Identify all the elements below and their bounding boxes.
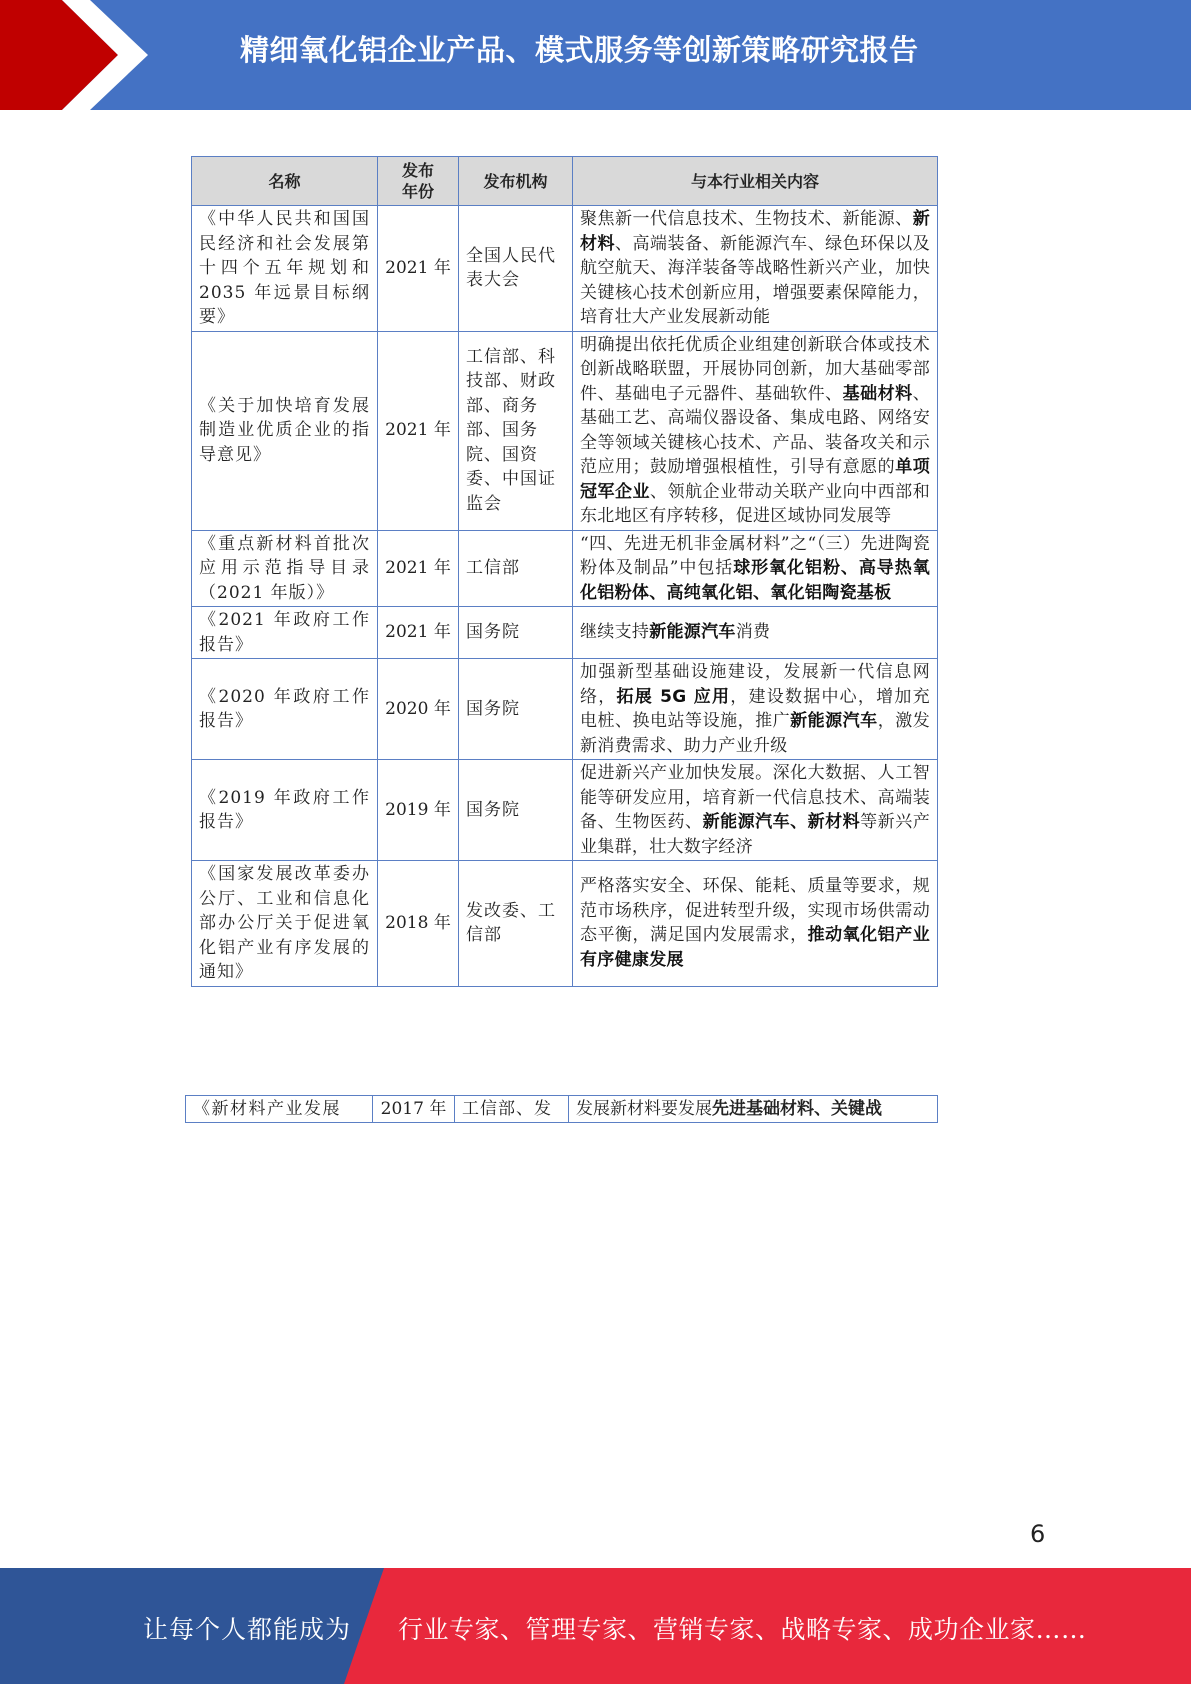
report-title: 精细氧化铝企业产品、模式服务等创新策略研究报告 — [240, 33, 919, 67]
content-bold-text: 新能源汽车 — [790, 711, 878, 731]
table-row — [192, 659, 938, 760]
cell-org: 发改委、工信部 — [459, 861, 573, 987]
content-bold-text: 拓展 5G 应用 — [616, 686, 731, 707]
table-row — [192, 607, 938, 659]
cell-year: 2017 年 — [373, 1096, 455, 1123]
table-header-row — [192, 157, 938, 206]
content-bold-text: 新能源汽车、新材料 — [702, 812, 861, 832]
content-text: 加强新型基础设施建设，发展新一代信息网络， — [580, 662, 930, 707]
cell-content — [573, 530, 938, 607]
content-bold-text: 新能源汽车 — [649, 622, 736, 643]
cell-name: 《关于加快培育发展制造业优质企业的指导意见》 — [192, 331, 378, 530]
cell-content — [569, 1096, 938, 1123]
cell-year: 2020 年 — [378, 659, 459, 760]
continued-table-fragment — [185, 1095, 938, 1123]
cell-year: 2021 年 — [378, 607, 459, 659]
header-year — [378, 157, 459, 206]
cell-content — [573, 861, 938, 987]
cell-org: 工信部、发 — [455, 1096, 569, 1123]
content-bold-text: 球形氧化铝粉、高导热氧化铝粉体、高纯氧化铝、氧化铝陶瓷基板 — [580, 558, 930, 603]
cell-year: 2021 年 — [378, 331, 459, 530]
table-row — [192, 530, 938, 607]
content-bold-text: 推动氧化铝产业有序健康发展 — [580, 925, 930, 970]
table-row — [192, 331, 938, 530]
cell-org: 国务院 — [459, 607, 573, 659]
content-text: 等新兴产业集群，壮大数字经济 — [580, 812, 931, 857]
header-content: 与本行业相关内容 — [573, 157, 938, 206]
content-text: 、高端装备、新能源汽车、绿色环保以及航空航天、海洋装备等战略性新兴产业，加快关键核心技术创新应用，增强要素保障能力，培育壮大产业发展新动能 — [580, 233, 930, 327]
cell-content — [573, 331, 938, 530]
content-bold-text: 新材料 — [580, 209, 930, 254]
red-chevron-decoration — [0, 0, 160, 110]
cell-content — [573, 607, 938, 659]
cell-org: 国务院 — [459, 760, 573, 861]
cell-name: 《国家发展改革委办公厅、工业和信息化部办公厅关于促进氧化铝产业有序发展的通知》 — [192, 861, 378, 987]
cell-org: 国务院 — [459, 659, 573, 760]
cell-year: 2021 年 — [378, 206, 459, 332]
content-bold-text: 基础材料 — [842, 383, 913, 404]
table-row — [186, 1096, 938, 1123]
content-text: ，建设数据中心，增加充电桩、换电站等设施，推广 — [580, 686, 930, 731]
cell-content — [573, 659, 938, 760]
footer-slogan-right: 行业专家、管理专家、营销专家、战略专家、成功企业家…… — [398, 1615, 1087, 1644]
table-row — [192, 861, 938, 987]
policy-table — [191, 156, 938, 987]
footer-slogan-left: 让每个人都能成为 — [143, 1615, 352, 1644]
content-text: 发展新材料要发展 — [576, 1099, 712, 1119]
cell-name: 《重点新材料首批次应用示范指导目录（2021 年版）》 — [192, 530, 378, 607]
content-bold-text: 先进基础材料、关键战 — [712, 1099, 882, 1119]
content-bold-text: 单项冠军企业 — [580, 457, 930, 502]
content-text: 明确提出依托优质企业组建创新联合体或技术创新战略联盟，开展协同创新，加大基础零部件、基础电子元器件、基础软件、 — [580, 334, 930, 404]
cell-year: 2019 年 — [378, 760, 459, 861]
page-footer — [0, 1568, 1191, 1684]
content-text: 消费 — [735, 622, 771, 643]
header-year-label: 发布年份 — [401, 161, 434, 201]
cell-name: 《2019 年政府工作报告》 — [192, 760, 378, 861]
content-text: 继续支持 — [580, 622, 650, 643]
header-org: 发布机构 — [459, 157, 573, 206]
content-text: 严格落实安全、环保、能耗、质量等要求，规范市场秩序，促进转型升级，实现市场供需动态平衡，满足国内发展需求， — [580, 876, 930, 946]
cell-year: 2018 年 — [378, 861, 459, 987]
content-text: 促进新兴产业加快发展。深化大数据、人工智能等研发应用，培育新一代信息技术、高端装备、生物医药、 — [580, 763, 930, 832]
page-header — [0, 0, 1191, 110]
cell-name: 《新材料产业发展 — [186, 1096, 373, 1123]
cell-name: 《2021 年政府工作报告》 — [192, 607, 378, 659]
content-text: ，激发新消费需求、助力产业升级 — [580, 711, 931, 756]
cell-org: 工信部 — [459, 530, 573, 607]
cell-content — [573, 760, 938, 861]
content-text: 、基础工艺、高端仪器设备、集成电路、网络安全等领域关键核心技术、产品、装备攻关和示范应用；鼓励增强根植性，引导有意愿的 — [580, 383, 931, 477]
table-row — [192, 206, 938, 332]
content-text: “四、先进无机非金属材料”之“（三）先进陶瓷粉体及制品”中包括 — [580, 533, 930, 578]
page-number: 6 — [1030, 1520, 1046, 1548]
cell-year: 2021 年 — [378, 530, 459, 607]
cell-org: 全国人民代表大会 — [459, 206, 573, 332]
content-text: 、领航企业带动关联产业向中西部和东北地区有序转移，促进区域协同发展等 — [580, 481, 930, 526]
cell-name: 《中华人民共和国国民经济和社会发展第十四个五年规划和 2035 年远景目标纲要》 — [192, 206, 378, 332]
header-name: 名称 — [192, 157, 378, 206]
cell-name: 《2020 年政府工作报告》 — [192, 659, 378, 760]
content-text: 聚焦新一代信息技术、生物技术、新能源、 — [580, 209, 913, 229]
table-row — [192, 760, 938, 861]
cell-org: 工信部、科技部、财政部、商务部、国务院、国资委、中国证监会 — [459, 331, 573, 530]
cell-content — [573, 206, 938, 332]
